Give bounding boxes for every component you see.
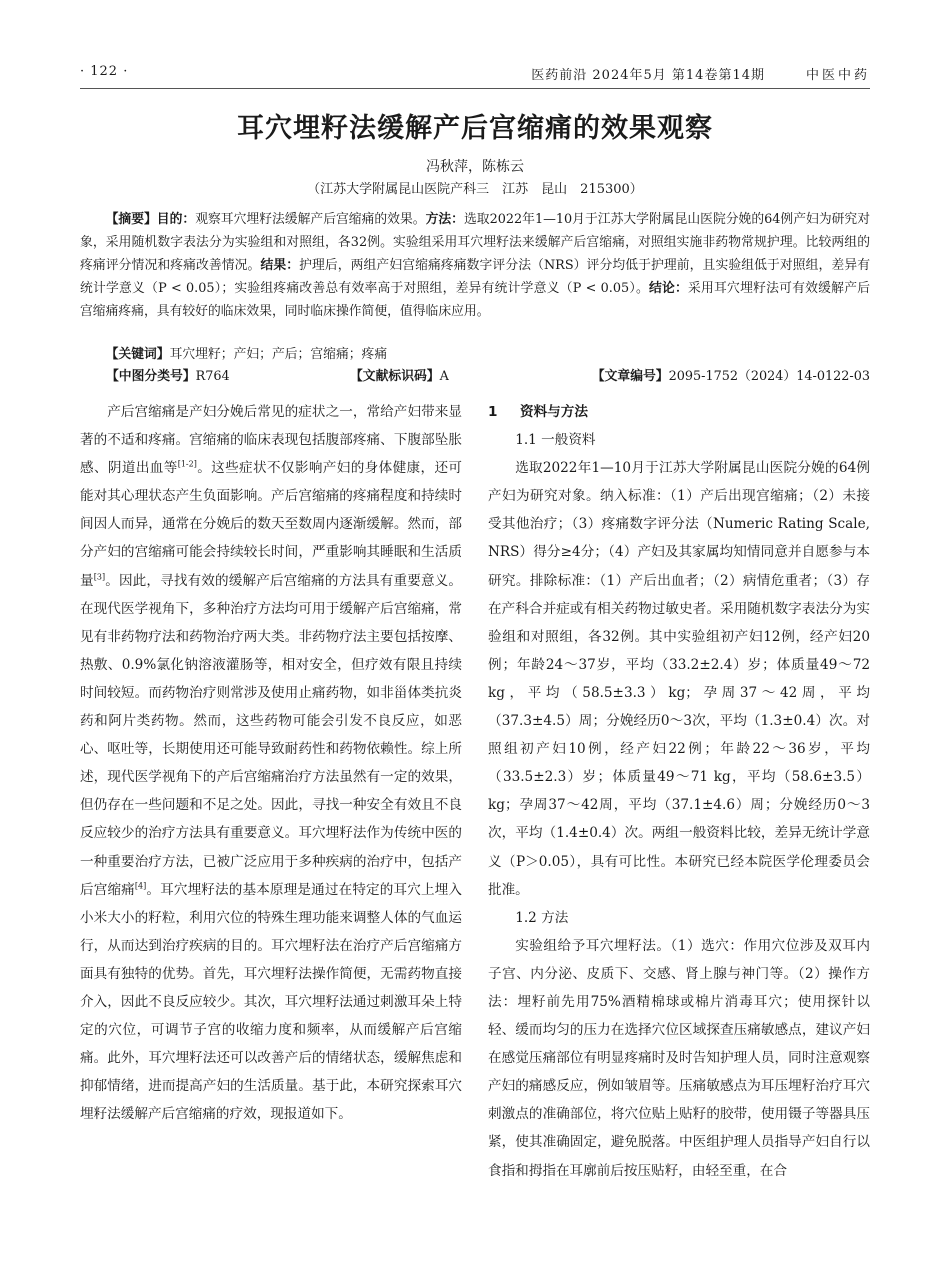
intro-text-4: 。耳穴埋籽法的基本原理是通过在特定的耳穴上埋入小米大小的籽粒，利用穴位的特殊生理功能来调整人体的气血运行，从而达到治疗疾病的目的。耳穴埋籽法在治疗产后宫缩痛方面具有独特的优势。首先，耳穴埋籽法操作简便，无需药物直接介入，因此不良反应较少。其次，耳穴埋籽法通过刺激耳朵上特定的穴位，可调节子宫的收缩力度和频率，从而缓解产后宫缩痛。此外，耳穴埋籽法还可以改善产后的情绪状态，缓解焦虑和抑郁情绪，进而提高产妇的生活质量。基于此，本研究探索耳穴埋籽法缓解产后宫缩痛的疗效，现报道如下。: [80, 881, 463, 1123]
authors: 冯秋萍，陈栋云: [426, 159, 524, 175]
article-label: 【文章编号】: [591, 369, 669, 384]
intro-text-2: 。这些症状不仅影响产妇的身体健康，还可能对其心理状态产生负面影响。产后宫缩痛的疼痛程度和持续时间因人而异，通常在分娩后的数天至数周内逐渐缓解。然而，部分产妇的宫缩痛可能会持续较长时间，严重影响其睡眠和生活质量: [80, 460, 463, 589]
method-paragraph: 实验组给予耳穴埋籽法。（1）选穴：作用穴位涉及双耳内子宫、内分泌、皮质下、交感、肾上腺与神门等。（2）操作方法：埋籽前先用75%酒精棉球或棉片消毒耳穴；使用探针以轻、缓而均匀的压力在选择穴位区域探查压痛敏感点，建议产妇在感觉压痛部位有明显疼痛时及时告知护理人员，同时注意观察产妇的痛感反应，例如皱眉等。压痛敏感点为耳压埋籽治疗耳穴刺激点的准确部位，将穴位贴上贴籽的胶带，使用镊子等器具压紧，使其准确固定，避免脱落。中医组护理人员指导产妇自行以食指和拇指在耳廓前后按压贴籽，由轻至重，在合: [488, 937, 870, 1179]
abstract-label: 【摘要】: [105, 212, 157, 227]
intro-paragraph: [80, 398, 462, 1128]
clc-value: R764: [195, 369, 230, 384]
right-column: [488, 398, 870, 1185]
abstract-method: 选取2022年1—10月于江苏大学附属昆山医院分娩的64例产妇为研究对象，采用随机数字表法分为实验组和对照组，各32例。实验组采用耳穴埋籽法来缓解产后宫缩痛，对照组实施非药物常规护理。比较两组的疼痛评分情况和疼痛改善情况。: [80, 212, 871, 273]
affiliation: （江苏大学附属昆山医院产科三 江苏 昆山 215300）: [307, 182, 643, 197]
section-heading: [488, 398, 870, 426]
subsection-heading: 1.1 一般资料: [515, 432, 596, 449]
classification-line: [80, 366, 870, 388]
section-title: 资料与方法: [520, 404, 588, 420]
article-value: 2095-1752（2024）14-0122-03: [668, 369, 870, 384]
keywords-label: 【关键词】: [105, 347, 170, 362]
clc-label: 【中图分类号】: [106, 369, 196, 384]
citation-ref: [4]: [134, 881, 147, 891]
doc-value: A: [439, 369, 449, 384]
abstract: [80, 208, 870, 323]
conclusion-label: 结论：: [648, 281, 689, 296]
intro-text-1: 产后宫缩痛是产妇分娩后常见的症状之一，常给产妇带来显著的不适和疼痛。宫缩痛的临床表现包括腹部疼痛、下腹部坠胀感、阴道出血等: [80, 404, 462, 477]
citation-ref: [3]: [93, 572, 106, 582]
journal-info: 医药前沿 2024年5月 第14卷第14期: [531, 68, 765, 83]
keywords-text: 耳穴埋籽；产妇；产后；宫缩痛；疼痛: [169, 347, 388, 362]
intro-text-3: 。因此，寻找有效的缓解产后宫缩痛的方法具有重要意义。在现代医学视角下，多种治疗方法均可用于缓解产后宫缩痛，常见有非药物疗法和药物治疗两大类。非药物疗法主要包括按摩、热敷、0.9%氯化钠溶液灌肠等，相对安全，但疗效有限且持续时间较短。而药物治疗则常涉及使用止痛药物，如非甾体类抗炎药和阿片类药物。然而，这些药物可能会引发不良反应，如恶心、呕吐等，长期使用还可能导致耐药性和药物依赖性。综上所述，现代医学视角下的产后宫缩痛治疗方法虽然有一定的效果，但仍存在一些问题和不足之处。因此，寻找一种安全有效且不良反应较少的治疗方法具有重要意义。耳穴埋籽法作为传统中医的一种重要治疗方法，已被广泛应用于多种疾病的治疗中，包括产后宫缩痛: [80, 572, 463, 898]
general-data-paragraph: 选取2022年1—10月于江苏大学附属昆山医院分娩的64例产妇为研究对象。纳入标准：（1）产后出现宫缩痛；（2）未接受其他治疗；（3）疼痛数字评分法（Numeric Rating Scale, NRS）得分≥4分；（4）产妇及其家属均知情同意并自愿参与本研究。排除标准：（1）产后出血者；（2）病情危重者；（3）存在产科合并症或有相关药物过敏史者。采用随机数字表法分为实验组和对照组，各32例。其中实验组初产妇12例，经产妇20例；年龄24～37岁，平均（33.2±2.4）岁；体质量49～72 kg，平均（58.5±3.3）kg；孕周37～42周，平均（37.3±4.5）周；分娩经历0～3次，平均（1.3±0.4）次。对照组初产妇10例，经产妇22例；年龄22～36岁，平均（33.5±2.3）岁；体质量49～71 kg，平均（58.6±3.5）kg；孕周37～42周，平均（37.1±4.6）周；分娩经历0～3次，平均（1.4±0.4）次。两组一般资料比较，差异无统计学意义（P＞0.05），具有可比性。本研究已经本院医学伦理委员会批准。: [488, 460, 870, 898]
left-column: [80, 398, 462, 1128]
abstract-purpose: 观察耳穴埋籽法缓解产后宫缩痛的效果。: [195, 212, 426, 227]
abstract-conclusion: 采用耳穴埋籽法可有效缓解产后宫缩痛疼痛，具有较好的临床效果，同时临床操作简便，值得临床应用。: [80, 281, 871, 319]
running-head: [80, 60, 870, 84]
section-name: 中医中药: [805, 68, 870, 83]
keywords: [80, 344, 870, 366]
article-title: 耳穴埋籽法缓解产后宫缩痛的效果观察: [237, 113, 713, 144]
doc-label: 【文献标识码】: [350, 369, 440, 384]
citation-ref: [1-2]: [177, 459, 197, 469]
header-rule: [80, 88, 870, 89]
page-number: · 122 ·: [80, 64, 129, 79]
result-label: 结果：: [260, 258, 300, 273]
purpose-label: 目的：: [156, 212, 196, 227]
method-label: 方法：: [425, 212, 464, 227]
article-number: [592, 366, 870, 388]
subsection-heading: 1.2 方法: [515, 909, 569, 926]
abstract-result: 护理后，两组产妇宫缩痛疼痛数字评分法（NRS）评分均低于护理前，且实验组低于对照组，差异有统计学意义（P < 0.05）；实验组疼痛改善总有效率高于对照组，差异有统计学意义（P < 0.05）。: [80, 258, 871, 296]
doc-code: [350, 366, 449, 388]
section-number: 1: [488, 404, 498, 420]
clc-number: [106, 366, 230, 388]
